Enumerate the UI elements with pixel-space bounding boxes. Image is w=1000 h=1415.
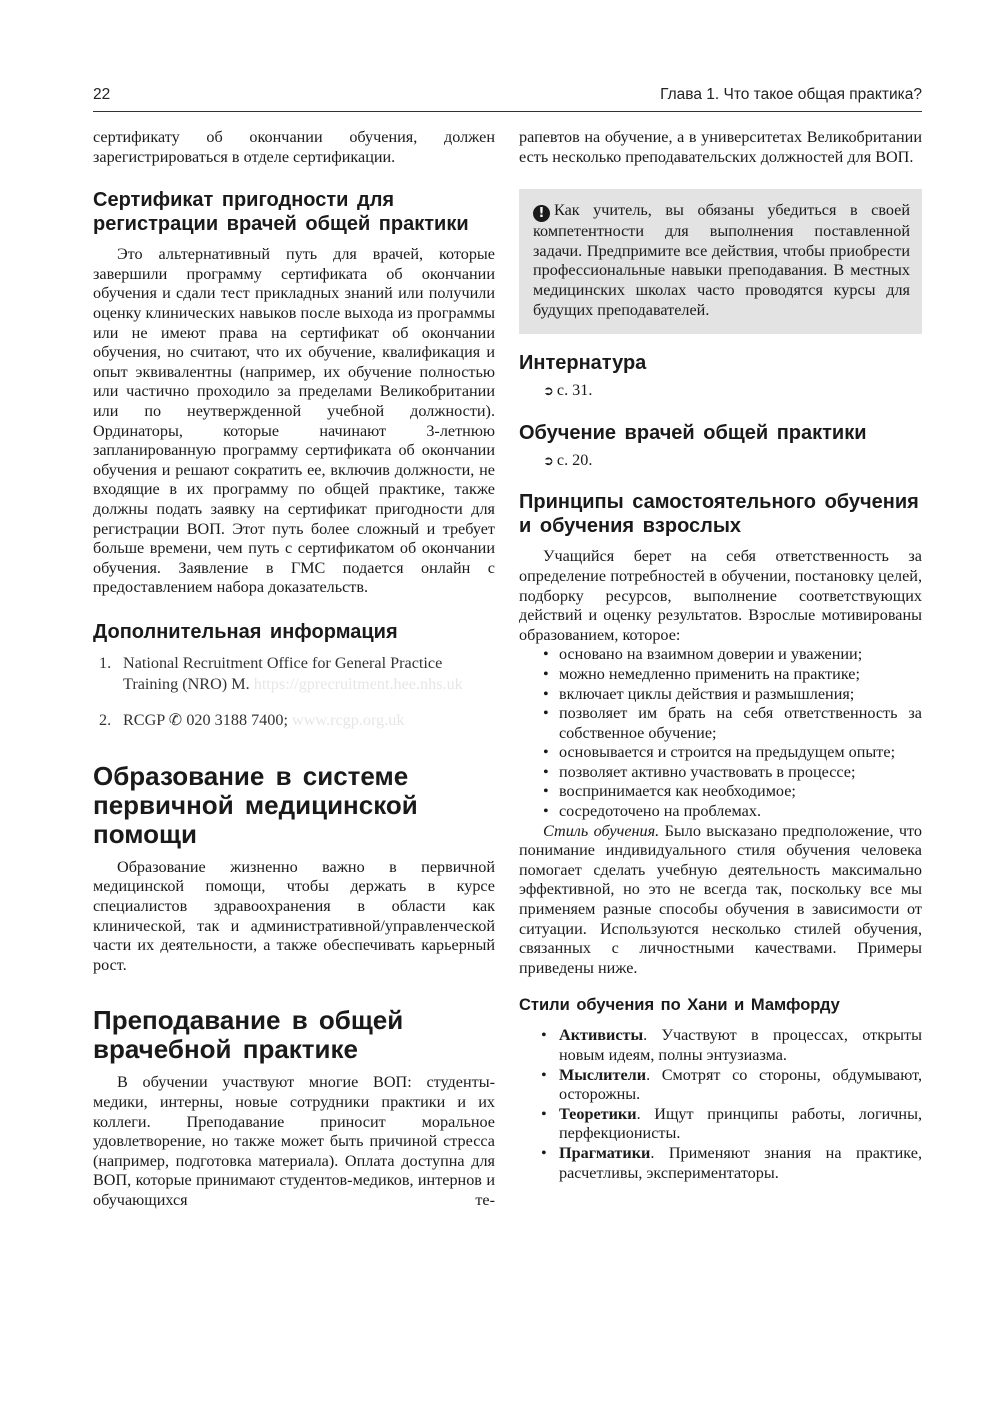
learning-style-text: Было высказано предположение, что понимание индивидуального стиля обучения человека помогает сделать учебную деятельность максимально эффективной, но это не всегда так, поскольку все мы применяем разные способы обучения в зависимости от ситуации. Используются несколько стилей обучения, связанных с личностными качествами. Примеры приведены ниже. [519,821,922,977]
arrow-right-icon: ➲ [543,453,554,469]
running-title: Глава 1. Что такое общая практика? [660,86,922,103]
note-paragraph [533,201,910,320]
certificate-body: Это альтернативный путь для врачей, которые завершили программу сертификата об окончании обучения и сдали тест прикладных знаний или получили оценку клинических навыков после выхода из программы или не имеют права на сертификат об окончании обучения, но считают, что их обучение, квалификация и опыт эквивалентны (например, их обучение полностью или частично проходило за пределами Великобритании или по неутвержденной учебной должности). Ординаторы, которые начинают 3-летнюю запланированную программу сертификата об окончании обучения и решают сократить ее, включив должности, не входящие в их программу по общей практике, также должны подать заявку на сертификат пригодности для регистрации ВОП. Этот путь более сложный и требует больше времени, чем путь с сертификатом об окончании обучения. Заявление в ГМС подается онлайн с предоставлением набора доказательств. [93,245,495,597]
teaching-body: В обучении участвуют многие ВОП: студенты-медики, интерны, новые сотрудники практики и их коллеги. Преподавание приносит моральное удовлетворение, но также может быть причиной стресса (например, подготовка материала). Оплата доступна для ВОП, которые принимают студентов-медиков, интернов и обучающихся те- [93,1073,495,1209]
bullet-item: • позволяет активно участвовать в процессе; [543,762,856,781]
bullet-item: • можно немедленно применить на практике; [543,664,860,683]
bullet-item: • основывается и строится на предыдущем опыте; [543,743,896,762]
right-column [519,128,922,1183]
principles-intro: Учащийся берет на себя ответственность за определение потребностей в обучении, постановку целей, подборку ресурсов, выполнение соответствующих действий и оценку результатов. Взрослые мотивированы образованием, которое: [519,547,922,644]
section-title-certificate: Сертификат пригодности для регистрации врачей общей практики [93,189,469,236]
primary-care-body: Образование жизненно важно в первичной медицинской помощи, чтобы держать в курсе специалистов здравоохранения в области как клинической, так и административной/управленческой части их деятельности, а также обеспечивать карьерный рост. [93,857,495,974]
teacher-note-box [519,189,922,334]
bullet-item: • воспринимается как необходимое; [543,782,796,801]
section-title-internship: Интернатура [519,352,647,375]
learning-style-paragraph [519,822,922,979]
reference-link[interactable]: www.rcgp.org.uk [292,710,405,729]
learning-style-item: • Теоретики. Ищут принципы работы, логичны, перфекционисты. [541,1104,922,1143]
arrow-right-icon: ➲ [543,384,554,400]
section-title-teaching: Преподавание в общей врачебной практике [93,1005,404,1065]
reference-number: 2. [99,710,112,729]
bullet-item: • основано на взаимном доверии и уважении; [543,645,863,664]
section-title-honey-mumford: Стили обучения по Хани и Мамфорду [519,996,840,1015]
header-rule [93,111,922,112]
cross-reference-text: с. 20. [556,450,593,469]
cross-reference[interactable] [519,381,922,402]
cross-reference[interactable] [519,451,922,472]
reference-text: National Recruitment Office for General Practice Training (NRO) M. [123,653,443,693]
continued-paragraph: сертификату об окончании обучения, должен зарегистрироваться в отделе сертификации. [93,128,495,166]
bullet-item: • включает циклы действия и размышления; [543,684,855,703]
exclamation-icon: ! [533,205,550,222]
bullet-item: • сосредоточено на проблемах. [543,802,762,821]
left-column [93,128,495,1211]
continued-paragraph: рапевтов на обучение, а в университетах Великобритании есть несколько преподавательских должностей для ВОП. [519,128,922,166]
learning-style-item: • Активисты. Участвуют в процессах, открыты новым идеям, полны энтузиазма. [541,1026,922,1064]
reference-number: 1. [99,653,112,672]
note-text: Как учитель, вы обязаны убедиться в своей компетентности для выполнения поставленной задачи. Предпримите все действия, чтобы приобрести профессиональные навыки преподавания. В местных медицинских школах часто проводятся курсы для будущих преподавателей. [533,201,910,319]
section-title-primary-care: Образование в системе первичной медицинской помощи [93,760,418,849]
reference-text: RCGP ✆ 020 3188 7400; [123,710,288,729]
reference-list [93,653,495,731]
reference-link[interactable]: https://gprecruitment.hee.nhs.uk [253,674,463,693]
section-title-principles: Принципы самостоятельного обучения и обучения взрослых [519,491,919,538]
learning-style-label: Стиль обучения. [543,821,660,840]
reference-item [93,710,495,731]
section-title-additional-info: Дополнительная информация [93,620,398,643]
learning-style-item: • Мыслители. Смотрят со стороны, обдумывают, осторожны. [541,1065,922,1104]
bullet-item: • позволяет им брать на себя ответственность за собственное обучение; [543,704,922,742]
page-number: 22 [93,86,111,103]
principles-bullet-list [519,645,922,821]
cross-reference-text: с. 31. [556,381,593,400]
reference-item [93,653,495,695]
learning-styles-list [519,1026,922,1183]
section-title-gp-training: Обучение врачей общей практики [519,421,867,444]
learning-style-item: • Прагматики. Применяют знания на практике, расчетливы, экспериментаторы. [541,1143,922,1182]
